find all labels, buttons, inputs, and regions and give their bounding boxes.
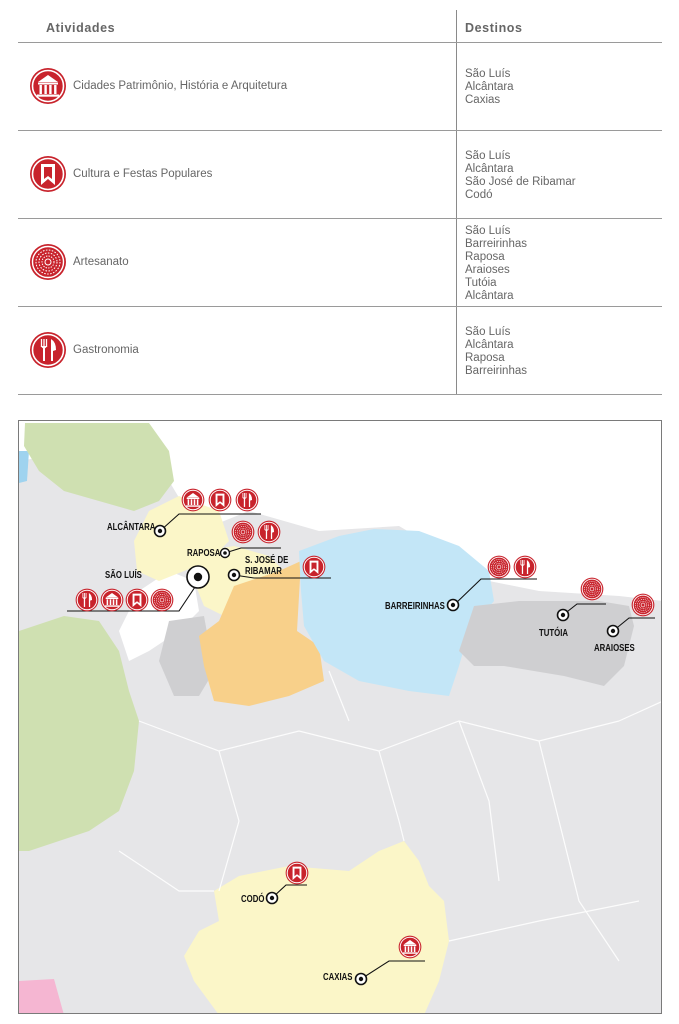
map-regions [19,421,662,1014]
city-label-raposa: RAPOSA [187,548,221,559]
fork-knife-icon [513,555,537,579]
destination-item: Raposa [465,251,505,263]
table-header [18,10,662,43]
city-label-sjr-line2: RIBAMAR [245,566,282,577]
destination-item: São Luís [465,150,511,162]
destination-item: Tutóia [465,277,497,289]
bookmark-icon [302,555,326,579]
destination-item: Codó [465,189,493,201]
city-marker-araioses [606,624,620,638]
fork-knife-icon [235,488,259,512]
concentric-circles-icon [150,588,174,612]
city-label-tutoia: TUTÓIA [539,628,569,639]
table-row [18,307,662,395]
city-marker-codo [265,891,279,905]
activity-name: Cidades Patrimônio, História e Arquitetura [73,80,288,92]
destination-list [465,225,527,303]
destination-list [465,326,527,378]
table-row [18,43,662,131]
concentric-circles-icon [231,520,255,544]
bookmark-icon [125,588,149,612]
city-marker-barreirinhas [446,598,460,612]
destination-item: Caxias [465,94,501,106]
concentric-circles-icon [631,593,655,617]
city-label-alcantara: ALCÂNTARA [107,522,156,533]
header-activities: Atividades [46,21,116,35]
destination-list [465,68,514,107]
city-label-araioses: ARAIOSES [594,643,635,654]
concentric-circles-icon [29,243,67,281]
city-label-codo: CODÓ [241,894,265,905]
destination-item: São José de Ribamar [465,176,576,188]
destination-item: Raposa [465,352,505,364]
activity-name: Gastronomia [73,344,139,356]
museum-icon [29,67,67,105]
destination-item: São Luís [465,68,511,80]
fork-knife-icon [257,520,281,544]
table-row [18,219,662,307]
city-label-sjr-line1: S. JOSÉ DE [245,555,289,566]
city-marker-caxias [354,972,368,986]
activities-table [18,10,662,395]
destination-item: Alcântara [465,163,514,175]
city-label-barreirinhas: BARREIRINHAS [385,601,445,612]
city-label-caxias: CAXIAS [323,972,353,983]
destination-item: Barreirinhas [465,238,527,250]
museum-icon [181,488,205,512]
bookmark-icon [29,155,67,193]
museum-icon [398,935,422,959]
table-row [18,131,662,219]
destination-item: Araioses [465,264,510,276]
destination-list [465,150,576,202]
activity-name: Cultura e Festas Populares [73,168,213,180]
museum-icon [100,588,124,612]
bookmark-icon [208,488,232,512]
activity-name: Artesanato [73,256,129,268]
concentric-circles-icon [487,555,511,579]
city-marker-tutoia [556,608,570,622]
header-destinations: Destinos [465,21,523,35]
city-marker-sao-luis [185,564,211,590]
destination-item: São Luís [465,225,511,237]
maranhao-map [18,420,662,1014]
bookmark-icon [285,861,309,885]
fork-knife-icon [75,588,99,612]
destination-item: Barreirinhas [465,365,527,377]
destination-item: Alcântara [465,290,514,302]
concentric-circles-icon [580,577,604,601]
city-marker-raposa [219,547,231,559]
city-label-sao-luis: SÃO LUÍS [105,570,142,581]
city-marker-sao-jose-de-ribamar [227,568,241,582]
destination-item: São Luís [465,326,511,338]
destination-item: Alcântara [465,81,514,93]
fork-knife-icon [29,331,67,369]
destination-item: Alcântara [465,339,514,351]
